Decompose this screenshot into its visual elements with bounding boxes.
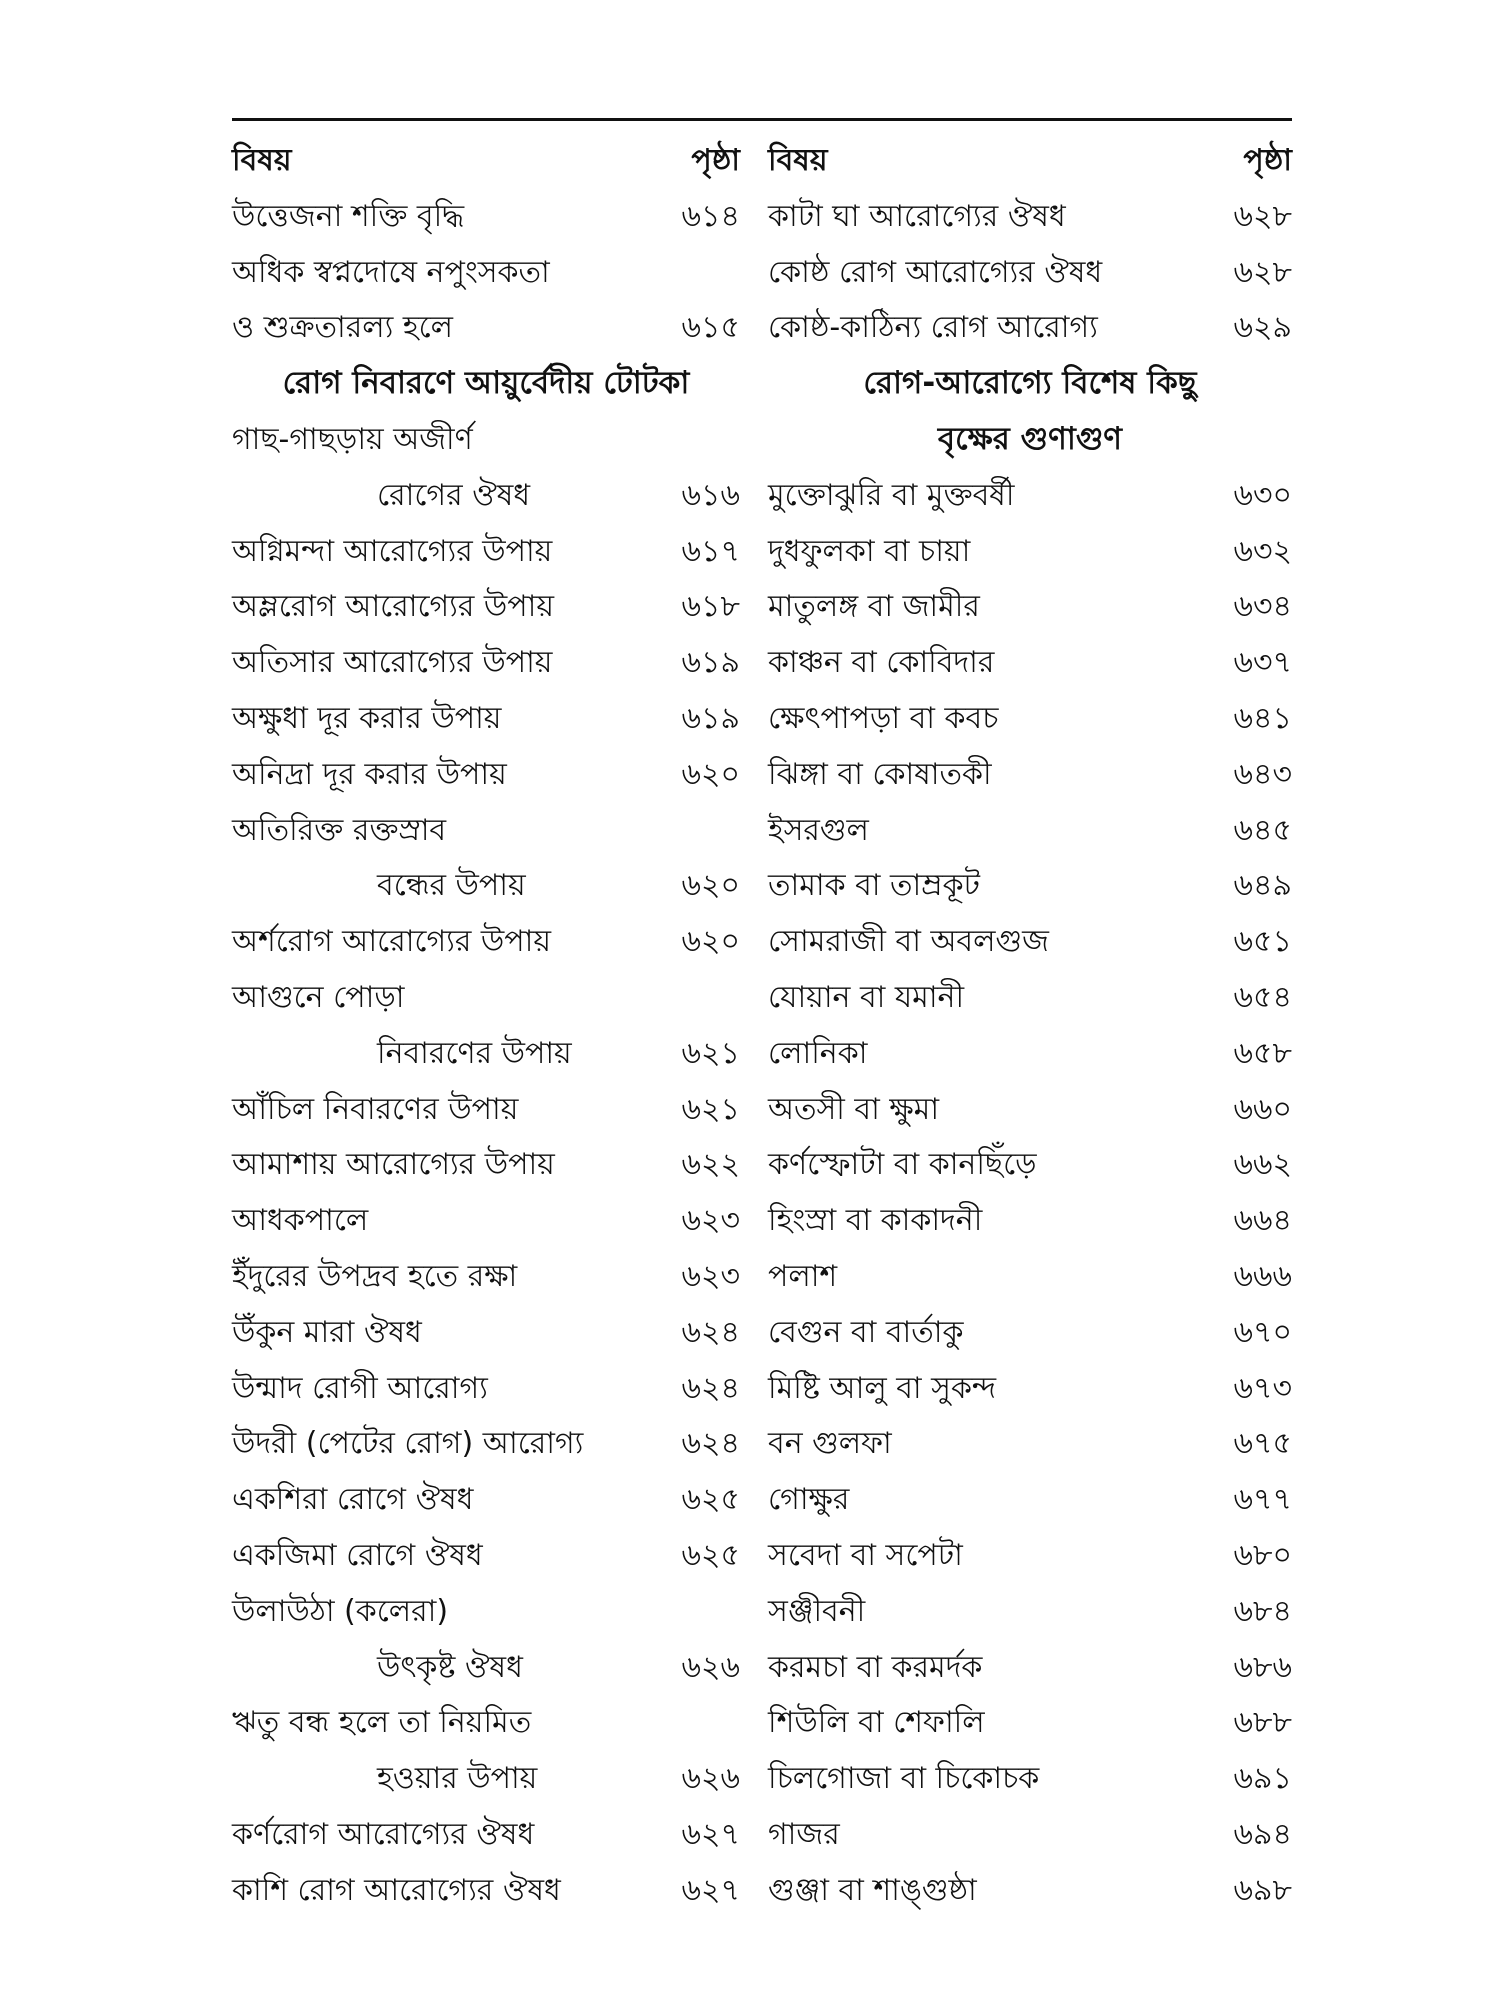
entry-subject: অর্শরোগ আরোগ্যের উপায় xyxy=(232,924,551,960)
entry-subject: আধকপালে xyxy=(232,1203,369,1239)
entry-page-number: ৬৮০ xyxy=(1233,1537,1292,1573)
entry-subject: সবেদা বা সপেটা xyxy=(768,1537,963,1573)
entry-page-number: ৬৩২ xyxy=(1233,533,1292,569)
entry-page-number: ৬২৬ xyxy=(681,1649,740,1685)
header-subject: বিষয় xyxy=(768,143,828,178)
toc-entry xyxy=(232,524,740,580)
entry-subject: কাটা ঘা আরোগ্যের ঔষধ xyxy=(768,198,1066,234)
entry-subject: অতিসার আরোগ্যের উপায় xyxy=(232,645,553,681)
entry-subject: কোষ্ঠ-কাঠিন্য রোগ আরোগ্য xyxy=(768,310,1098,346)
entry-subject: কাশি রোগ আরোগ্যের ঔষধ xyxy=(232,1872,561,1908)
toc-left-list xyxy=(232,189,740,1919)
section-heading-text: রোগ-আরোগ্যে বিশেষ কিছু xyxy=(863,365,1197,402)
toc-entry xyxy=(232,1361,740,1417)
entry-page-number: ৬৪৫ xyxy=(1233,812,1292,848)
entry-page-number: ৬২৩ xyxy=(681,1203,740,1239)
entry-subject: ঝিঙ্গা বা কোষাতকী xyxy=(768,756,992,792)
toc-entry xyxy=(232,412,740,468)
entry-page-number: ৬২৭ xyxy=(681,1816,740,1852)
entry-subject: উদরী (পেটের রোগ) আরোগ্য xyxy=(232,1426,584,1462)
toc-header-right xyxy=(768,133,1292,189)
entry-page-number: ৬৮৮ xyxy=(1233,1705,1292,1741)
toc-entry xyxy=(768,914,1292,970)
entry-subject: ও শুক্রতারল্য হলে xyxy=(232,310,453,346)
entry-subject: যোয়ান বা যমানী xyxy=(768,979,965,1015)
toc-entry xyxy=(232,1082,740,1138)
toc-entry xyxy=(232,300,740,356)
entry-subject: রোগের ঔষধ xyxy=(377,477,531,513)
toc-entry xyxy=(232,1863,740,1919)
entry-subject: অক্ষুধা দূর করার উপায় xyxy=(232,700,502,736)
toc-right-list xyxy=(768,189,1292,1919)
toc-entry xyxy=(232,1249,740,1305)
entry-subject: একশিরা রোগে ঔষধ xyxy=(232,1482,474,1518)
toc-entry xyxy=(232,858,740,914)
toc-entry xyxy=(232,1640,740,1696)
entry-subject: অতিরিক্ত রক্তস্রাব xyxy=(232,812,447,848)
entry-subject: মিষ্টি আলু বা সুকন্দ xyxy=(768,1370,997,1406)
toc-entry xyxy=(232,691,740,747)
toc-entry xyxy=(768,300,1292,356)
entry-subject: গোক্ষুর xyxy=(768,1482,850,1518)
entry-page-number: ৬১৬ xyxy=(681,477,740,513)
entry-page-number: ৬৯৪ xyxy=(1233,1816,1292,1852)
entry-subject: অনিদ্রা দূর করার উপায় xyxy=(232,756,507,792)
toc-entry xyxy=(768,635,1292,691)
toc-entry xyxy=(768,579,1292,635)
entry-subject: তামাক বা তাম্রকূট xyxy=(768,868,980,904)
entry-page-number: ৬৪৯ xyxy=(1233,868,1292,904)
entry-page-number: ৬৭০ xyxy=(1233,1314,1292,1350)
entry-page-number: ৬৬০ xyxy=(1233,1091,1292,1127)
entry-subject: শিউলি বা শেফালি xyxy=(768,1705,985,1741)
entry-page-number: ৬২০ xyxy=(681,868,740,904)
toc-entry xyxy=(768,1137,1292,1193)
entry-page-number: ৬২৯ xyxy=(1233,310,1292,346)
toc-entry xyxy=(768,691,1292,747)
toc-entry xyxy=(232,803,740,859)
section-heading xyxy=(768,356,1292,412)
entry-page-number: ৬৪৩ xyxy=(1233,756,1292,792)
entry-subject: সোমরাজী বা অবলগুজ xyxy=(768,924,1049,960)
entry-subject: আমাশায় আরোগ্যের উপায় xyxy=(232,1147,555,1183)
section-heading-text: রোগ নিবারণে আয়ুর্বেদীয় টোটকা xyxy=(282,365,690,402)
toc-entry xyxy=(768,747,1292,803)
entry-subject: করমচা বা করমর্দক xyxy=(768,1649,983,1685)
toc-entry xyxy=(768,1528,1292,1584)
entry-page-number: ৬২১ xyxy=(681,1091,740,1127)
toc-entry xyxy=(232,189,740,245)
toc-entry xyxy=(768,1193,1292,1249)
toc-entry xyxy=(768,524,1292,580)
entry-page-number: ৬৮৬ xyxy=(1233,1649,1292,1685)
entry-subject: মাতুলঙ্গ বা জামীর xyxy=(768,589,980,625)
entry-page-number: ৬৩৪ xyxy=(1233,589,1292,625)
entry-subject: হওয়ার উপায় xyxy=(377,1761,538,1797)
entry-page-number: ৬১৫ xyxy=(681,310,740,346)
toc-entry xyxy=(768,1082,1292,1138)
toc-entry xyxy=(768,245,1292,301)
section-heading-text: বৃক্ষের গুণাগুণ xyxy=(937,420,1123,457)
toc-entry xyxy=(232,1584,740,1640)
toc-entry xyxy=(232,1751,740,1807)
entry-subject: সঞ্জীবনী xyxy=(768,1593,866,1629)
entry-page-number: ৬২১ xyxy=(681,1035,740,1071)
toc-entry xyxy=(768,1640,1292,1696)
entry-subject: হিংস্রা বা কাকাদনী xyxy=(768,1203,983,1239)
entry-page-number: ৬৬৪ xyxy=(1233,1203,1292,1239)
entry-page-number: ৬১৪ xyxy=(681,198,740,234)
toc-entry xyxy=(232,1193,740,1249)
entry-page-number: ৬৩০ xyxy=(1233,477,1292,513)
entry-page-number: ৬৩৭ xyxy=(1233,645,1292,681)
entry-page-number: ৬১৭ xyxy=(681,533,740,569)
entry-page-number: ৬৭৩ xyxy=(1233,1370,1292,1406)
entry-page-number: ৬২২ xyxy=(681,1147,740,1183)
entry-subject: ইসরগুল xyxy=(768,812,869,848)
entry-subject: পলাশ xyxy=(768,1258,838,1294)
entry-subject: উত্তেজনা শক্তি বৃদ্ধি xyxy=(232,198,465,234)
entry-subject: উঁকুন মারা ঔষধ xyxy=(232,1314,422,1350)
entry-subject: কর্ণরোগ আরোগ্যের ঔষধ xyxy=(232,1816,535,1852)
entry-page-number: ৬৫১ xyxy=(1233,924,1292,960)
entry-subject: মুক্তোঝুরি বা মুক্তবর্ষী xyxy=(768,477,1015,513)
toc-entry xyxy=(768,1863,1292,1919)
entry-page-number: ৬২৫ xyxy=(681,1537,740,1573)
entry-subject: আঁচিল নিবারণের উপায় xyxy=(232,1091,519,1127)
entry-page-number: ৬২৬ xyxy=(681,1761,740,1797)
entry-subject: উৎকৃষ্ট ঔষধ xyxy=(377,1649,523,1685)
entry-subject: অধিক স্বপ্নদোষে নপুংসকতা xyxy=(232,254,550,290)
entry-subject: বন্ধের উপায় xyxy=(377,868,526,904)
entry-subject: একজিমা রোগে ঔষধ xyxy=(232,1537,483,1573)
toc-entry xyxy=(232,1528,740,1584)
entry-subject: অম্লরোগ আরোগ্যের উপায় xyxy=(232,589,554,625)
toc-entry xyxy=(232,1026,740,1082)
toc-entry xyxy=(768,1026,1292,1082)
entry-subject: কোষ্ঠ রোগ আরোগ্যের ঔষধ xyxy=(768,254,1103,290)
entry-subject: গাজর xyxy=(768,1816,840,1852)
toc-entry xyxy=(232,635,740,691)
entry-subject: অতসী বা ক্ষুমা xyxy=(768,1091,940,1127)
entry-subject: গাছ-গাছড়ায় অজীর্ণ xyxy=(232,421,473,457)
header-page: পৃষ্ঠা xyxy=(691,143,740,178)
entry-subject: উলাউঠা (কলেরা) xyxy=(232,1593,449,1629)
entry-page-number: ৬২০ xyxy=(681,924,740,960)
entry-page-number: ৬২৫ xyxy=(681,1482,740,1518)
entry-page-number: ৬৭৭ xyxy=(1233,1482,1292,1518)
toc-entry xyxy=(232,1472,740,1528)
toc-entry xyxy=(232,1137,740,1193)
toc-entry xyxy=(232,579,740,635)
entry-page-number: ৬৯১ xyxy=(1233,1761,1292,1797)
entry-page-number: ৬২৪ xyxy=(681,1314,740,1350)
entry-subject: লোনিকা xyxy=(768,1035,868,1071)
entry-page-number: ৬৮৪ xyxy=(1233,1593,1292,1629)
toc-entry xyxy=(768,858,1292,914)
entry-page-number: ৬৪১ xyxy=(1233,700,1292,736)
toc-entry xyxy=(768,1249,1292,1305)
entry-subject: আগুনে পোড়া xyxy=(232,979,405,1015)
entry-page-number: ৬৬৬ xyxy=(1233,1258,1292,1294)
entry-subject: নিবারণের উপায় xyxy=(377,1035,572,1071)
toc-entry xyxy=(232,245,740,301)
entry-page-number: ৬৬২ xyxy=(1233,1147,1292,1183)
toc-entry xyxy=(232,747,740,803)
toc-entry xyxy=(232,1416,740,1472)
entry-subject: কর্ণস্ফোটা বা কানছিঁড়ে xyxy=(768,1147,1037,1183)
entry-page-number: ৬৭৫ xyxy=(1233,1426,1292,1462)
toc-entry xyxy=(768,803,1292,859)
toc-entry xyxy=(232,914,740,970)
entry-page-number: ৬৯৮ xyxy=(1233,1872,1292,1908)
section-heading xyxy=(232,356,740,412)
entry-page-number: ৬৫৪ xyxy=(1233,979,1292,1015)
entry-page-number: ৬২৭ xyxy=(681,1872,740,1908)
entry-subject: ইঁদুরের উপদ্রব হতে রক্ষা xyxy=(232,1258,518,1294)
entry-subject: অগ্নিমন্দা আরোগ্যের উপায় xyxy=(232,533,553,569)
header-page: পৃষ্ঠা xyxy=(1243,143,1292,178)
toc-entry xyxy=(232,1695,740,1751)
entry-subject: চিলগোজা বা চিকোচক xyxy=(768,1761,1040,1797)
toc-entry xyxy=(768,1695,1292,1751)
entry-subject: ক্ষেৎপাপড়া বা কবচ xyxy=(768,700,999,736)
entry-page-number: ৬১৯ xyxy=(681,700,740,736)
entry-page-number: ৬২৮ xyxy=(1233,254,1292,290)
entry-page-number: ৬২৮ xyxy=(1233,198,1292,234)
toc-entry xyxy=(768,189,1292,245)
toc-entry xyxy=(232,1807,740,1863)
entry-page-number: ৬১৯ xyxy=(681,645,740,681)
toc-entry xyxy=(768,1305,1292,1361)
toc-left-column xyxy=(232,133,740,1919)
top-rule xyxy=(232,118,1292,121)
toc-entry xyxy=(768,1807,1292,1863)
toc-entry xyxy=(232,970,740,1026)
entry-subject: ঋতু বন্ধ হলে তা নিয়মিত xyxy=(232,1705,532,1741)
entry-subject: উন্মাদ রোগী আরোগ্য xyxy=(232,1370,488,1406)
entry-subject: কাঞ্চন বা কোবিদার xyxy=(768,645,995,681)
entry-page-number: ৬১৮ xyxy=(681,589,740,625)
entry-page-number: ৬২৪ xyxy=(681,1426,740,1462)
toc-entry xyxy=(232,468,740,524)
toc-right-column xyxy=(768,133,1292,1919)
toc-entry xyxy=(768,1361,1292,1417)
toc-entry xyxy=(768,1416,1292,1472)
entry-page-number: ৬২০ xyxy=(681,756,740,792)
toc-entry xyxy=(768,1751,1292,1807)
entry-subject: দুধফুলকা বা চায়া xyxy=(768,533,971,569)
toc-header-left xyxy=(232,133,740,189)
header-subject: বিষয় xyxy=(232,143,292,178)
entry-page-number: ৬২৩ xyxy=(681,1258,740,1294)
entry-page-number: ৬৫৮ xyxy=(1233,1035,1292,1071)
entry-page-number: ৬২৪ xyxy=(681,1370,740,1406)
section-heading xyxy=(768,412,1292,468)
toc-entry xyxy=(768,1584,1292,1640)
toc-entry xyxy=(768,970,1292,1026)
toc-entry xyxy=(232,1305,740,1361)
entry-subject: গুঞ্জা বা শাঙ্গুষ্ঠা xyxy=(768,1872,977,1908)
entry-subject: বেগুন বা বার্তাকু xyxy=(768,1314,964,1350)
toc-entry xyxy=(768,468,1292,524)
toc-entry xyxy=(768,1472,1292,1528)
entry-subject: বন গুলফা xyxy=(768,1426,892,1462)
